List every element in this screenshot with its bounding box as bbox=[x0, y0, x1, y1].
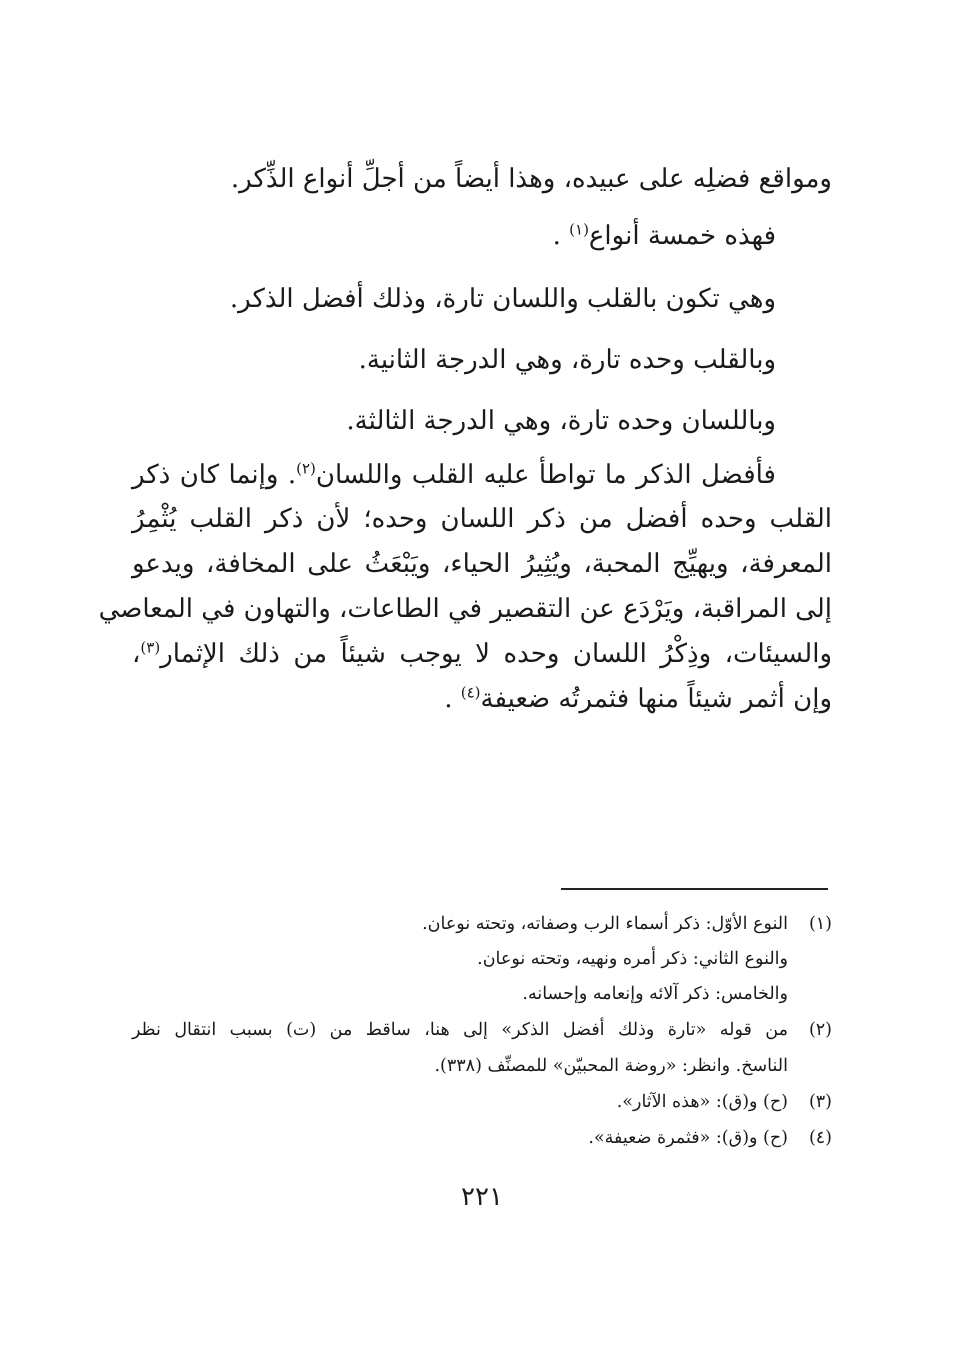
footnote-ref-4[interactable]: (٤) bbox=[460, 683, 481, 702]
text-line-9: إلى المراقبة، ويَرْدَع عن التقصير في الطاعات، والتهاون في المعاصي bbox=[98, 594, 832, 624]
footnote-ref-3[interactable]: (٣) bbox=[140, 638, 161, 657]
footnote-3-text: (ح) و(ق): «هذه الآثار». bbox=[616, 1092, 788, 1112]
text-line-10-b: ، bbox=[132, 639, 141, 669]
text-line-8: المعرفة، ويهيِّج المحبة، ويُثِيرُ الحياء، ويَبْعَثُ على المخافة، ويدعو bbox=[132, 549, 832, 579]
text-line-11-b: . bbox=[444, 684, 453, 714]
text-line-6-b: . وإنما كان ذكر bbox=[132, 460, 297, 490]
footnote-number-2: (٢) bbox=[808, 1020, 832, 1040]
footnote-1-line-2: والنوع الثاني: ذكر أمره ونهيه، وتحته نوعان. bbox=[477, 949, 788, 969]
footnote-1 bbox=[422, 912, 832, 936]
text-line-2-content: فهذه خمسة أنواع bbox=[588, 221, 776, 251]
footnote-ref-2[interactable]: (٢) bbox=[296, 459, 316, 478]
text-line-10-a: والسيئات، وذِكْرُ اللسان وحده لا يوجب شيئاً من ذلك الإثمار bbox=[160, 639, 832, 669]
text-line-4: وبالقلب وحده تارة، وهي الدرجة الثانية. bbox=[358, 345, 776, 375]
text-line-5: وباللسان وحده تارة، وهي الدرجة الثالثة. bbox=[346, 406, 776, 436]
main-text bbox=[98, 162, 832, 722]
page-number: ٢٢١ bbox=[461, 1182, 503, 1212]
text-line-1: ومواقع فضلِه على عبيده، وهذا أيضاً من أجلِّ أنواع الذِّكر. bbox=[230, 164, 832, 194]
text-line-11 bbox=[444, 682, 832, 716]
footnote-4-text: (ح) و(ق): «فثمرة ضعيفة». bbox=[588, 1128, 788, 1148]
footnote-number-3: (٣) bbox=[808, 1092, 832, 1112]
footnote-number-1: (١) bbox=[808, 914, 832, 934]
footnote-2-line-2: الناسخ. وانظر: «روضة المحبيّن» للمصنِّف (٣٣٨). bbox=[434, 1056, 788, 1076]
footnote-4 bbox=[588, 1126, 832, 1150]
text-line-11-a: وإن أثمر شيئاً منها فثمرتُه ضعيفة bbox=[480, 684, 832, 714]
footnote-3 bbox=[617, 1090, 832, 1114]
text-line-2-end: . bbox=[552, 221, 561, 251]
text-line-6-a: فأفضل الذكر ما تواطأ عليه القلب واللسان bbox=[315, 460, 776, 490]
footnote-2 bbox=[132, 1018, 832, 1042]
footnote-1-line-3: والخامس: ذكر آلائه وإنعامه وإحسانه. bbox=[522, 984, 788, 1004]
footnote-2-text: من قوله «تارة وذلك أفضل الذكر» إلى هنا، ساقط من (ت) بسبب انتقال نظر bbox=[132, 1020, 788, 1040]
footnote-1-text: النوع الأوّل: ذكر أسماء الرب وصفاته، وتحته نوعان. bbox=[422, 914, 788, 934]
text-line-10 bbox=[132, 637, 832, 671]
footnotes bbox=[132, 912, 832, 1162]
text-line-6 bbox=[132, 458, 832, 492]
footnote-separator bbox=[561, 888, 828, 890]
text-line-3: وهي تكون بالقلب واللسان تارة، وذلك أفضل الذكر. bbox=[229, 284, 776, 314]
footnote-number-4: (٤) bbox=[808, 1128, 832, 1148]
text-line-7: القلب وحده أفضل من ذكر اللسان وحده؛ لأن ذكر القلب يُثْمِرُ bbox=[132, 504, 832, 534]
text-line-2 bbox=[553, 219, 776, 253]
footnote-ref-1[interactable]: (١) bbox=[569, 220, 589, 239]
